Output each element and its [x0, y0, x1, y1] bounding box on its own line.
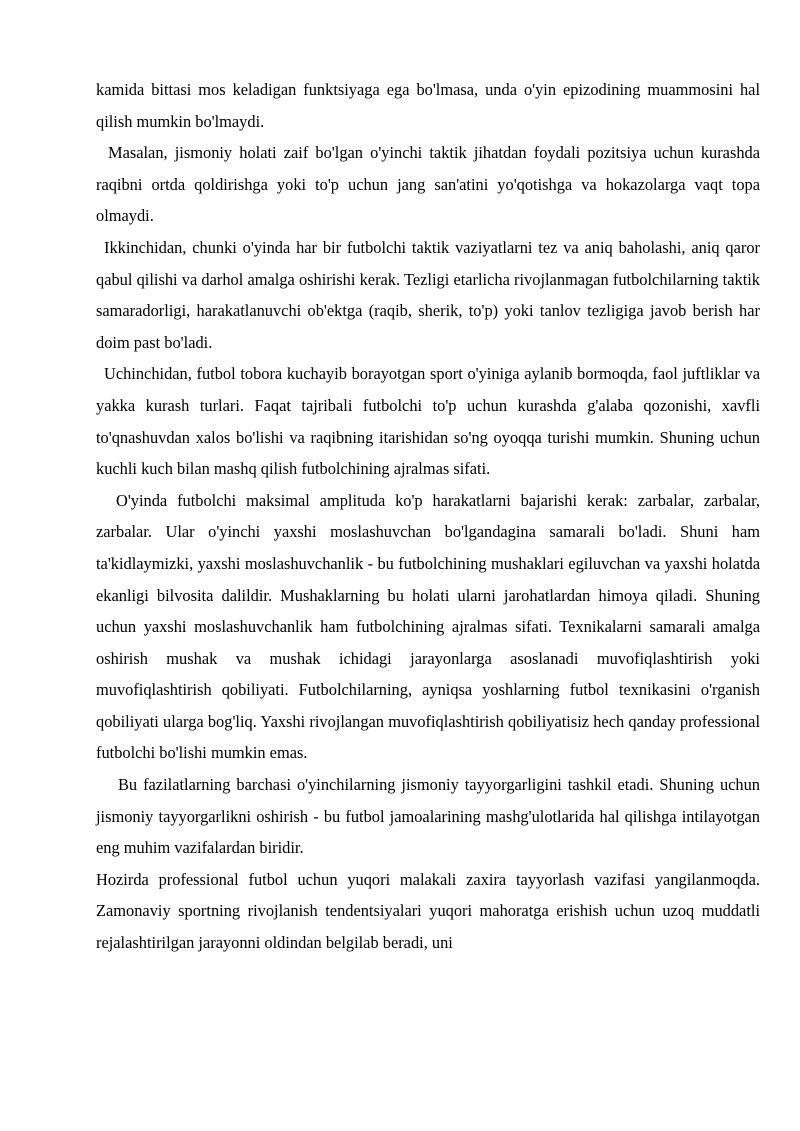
paragraph-physical-preparation: Bu fazilatlarning barchasi o'yinchilarning jismoniy tayyorgarligini tashkil etadi. Shuning uchun jismoniy tayyorgarlikni oshirish - bu futbol jamoalarining mashg'ulotlarida hal qilishga intilayotgan eng muhim vazifalardan biridir.	[96, 775, 760, 858]
paragraph-third-reason: Uchinchidan, futbol tobora kuchayib borayotgan sport o'yiniga aylanib bormoqda, faol juftliklar va yakka kurash turlari. Faqat tajribali futbolchi to'p uchun kurashda g'alaba qozonishi, xavfli to'qnashuvdan xalos bo'lishi va raqibning itarishidan so'ng oyoqqa turishi mumkin. Shuning uchun kuchli kuch bilan mashq qilish futbolchining ajralmas sifati.	[96, 364, 760, 479]
paragraph-flexibility: O'yinda futbolchi maksimal amplituda ko'p harakatlarni bajarishi kerak: zarbalar, zarbalar, zarbalar. Ular o'yinchi yaxshi moslashuvchan bo'lgandagina samarali bo'ladi. Shuni ham ta'kidlaymizki, yaxshi moslashuvchanlik - bu futbolchining mushaklari egiluvchan va yaxshi holatda ekanligi bilvosita dalildir. Mushaklarning bu holati ularni jarohatlardan himoya qiladi. Shuning uchun yaxshi moslashuvchanlik ham futbolchining ajralmas sifati. Texnikalarni samarali amalga oshirish mushak va mushak ichidagi jarayonlarga asoslanadi muvofiqlashtirish yoki muvofiqlashtirish qobiliyati. Futbolchilarning, ayniqsa yoshlarning futbol texnikasini o'rganish qobiliyati ularga bog'liq. Yaxshi rivojlangan muvofiqlashtirish qobiliyatisiz hech qanday professional futbolchi bo'lishi mumkin emas.	[96, 490, 760, 763]
paragraph-example: Masalan, jismoniy holati zaif bo'lgan o'yinchi taktik jihatdan foydali pozitsiya uchun kurashda raqibni ortda qoldirishga yoki to'p uchun jang san'atini yo'qotishga va hokazolarga vaqt topa olmaydi.	[96, 143, 760, 226]
paragraph-second-reason: Ikkinchidan, chunki o'yinda har bir futbolchi taktik vaziyatlarni tez va aniq baholashi, aniq qaror qabul qilishi va darhol amalga oshirishi kerak. Tezligi etarlicha rivojlanmagan futbolchilarning taktik samaradorligi, harakatlanuvchi ob'ektga (raqib, sherik, to'p) yoki tanlov tezligiga javob berish har doim past bo'ladi.	[96, 237, 760, 352]
document-page	[96, 74, 760, 959]
paragraph-professional-reserve: Hozirda professional futbol uchun yuqori malakali zaxira tayyorlash vazifasi yangilanmoqda. Zamonaviy sportning rivojlanish tendentsiyalari yuqori mahoratga erishish uchun uzoq muddatli rejalashtirilgan jarayonni oldindan belgilab beradi, uni	[96, 869, 760, 953]
paragraph-continuation: kamida bittasi mos keladigan funktsiyaga ega bo'lmasa, unda o'yin epizodining muammosini hal qilish mumkin bo'lmaydi.	[96, 80, 760, 131]
